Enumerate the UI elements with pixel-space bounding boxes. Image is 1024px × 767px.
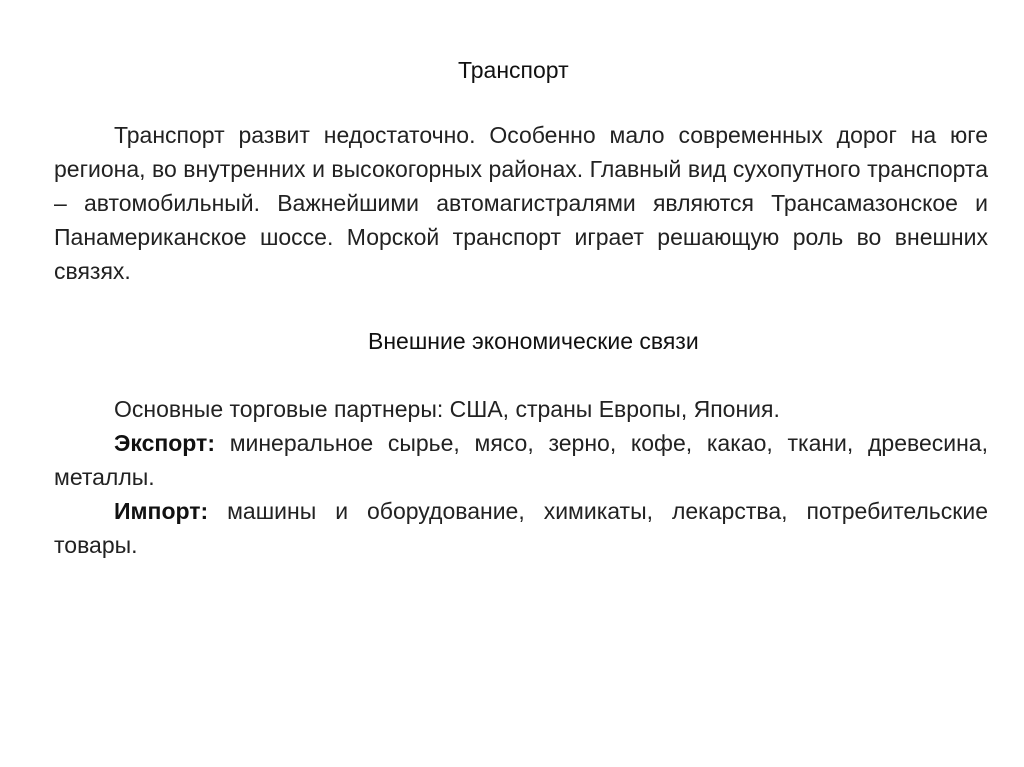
export-text: минеральное сырье, мясо, зерно, кофе, какао, ткани, древесина, металлы. xyxy=(54,430,988,490)
import-label: Импорт: xyxy=(114,498,209,524)
import-text: машины и оборудование, химикаты, лекарства, потребительские товары. xyxy=(54,498,988,558)
trade-partners-paragraph: Основные торговые партнеры: США, страны Европы, Япония. xyxy=(114,396,780,422)
import-paragraph xyxy=(54,494,988,562)
transport-paragraph: Транспорт развит недостаточно. Особенно мало современных дорог на юге региона, во внутренних и высокогорных районах. Главный вид сухопутного транспорта – автомобильный. Важнейшими автомагистралями являются Трансамазонское и Панамериканское шоссе. Морской транспорт играет решающую роль во внешних связях. xyxy=(54,122,988,284)
export-label: Экспорт: xyxy=(114,430,215,456)
external-relations-heading: Внешние экономические связи xyxy=(368,328,699,354)
transport-heading: Транспорт xyxy=(458,57,569,83)
export-paragraph xyxy=(54,426,988,494)
